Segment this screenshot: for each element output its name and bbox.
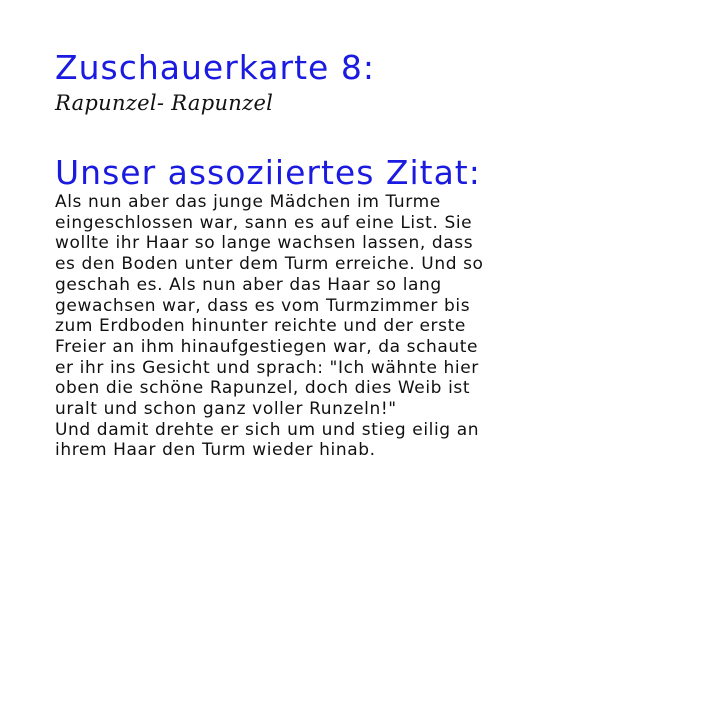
quote-line: uralt und schon ganz voller Runzeln!" xyxy=(55,399,397,420)
quote-heading: Unser assoziiertes Zitat: xyxy=(55,153,481,192)
quote-line: wollte ihr Haar so lange wachsen lassen, dass xyxy=(55,233,474,254)
quote-line: ihrem Haar den Turm wieder hinab. xyxy=(55,440,376,461)
quote-line: gewachsen war, dass es vom Turmzimmer bis xyxy=(55,295,471,316)
quote-line: Und damit drehte er sich um und stieg eilig an xyxy=(55,419,480,440)
quote-line: zum Erdboden hinunter reichte und der erste xyxy=(55,316,466,337)
quote-text xyxy=(55,192,705,461)
quote-line: er ihr ins Gesicht und sprach: "Ich wähnte hier xyxy=(55,357,479,378)
quote-line: Als nun aber das junge Mädchen im Turme xyxy=(55,192,441,212)
card-title: Zuschauerkarte 8: xyxy=(55,48,375,87)
card-subtitle: Rapunzel- Rapunzel xyxy=(55,91,274,115)
quote-line: es den Boden unter dem Turm erreiche. Und so xyxy=(55,254,484,275)
quote-line: oben die schöne Rapunzel, doch dies Weib ist xyxy=(55,378,471,399)
quote-line: eingeschlossen war, sann es auf eine List. Sie xyxy=(55,212,473,233)
quote-line: geschah es. Als nun aber das Haar so lang xyxy=(55,274,442,295)
quote-line: Freier an ihm hinaufgestiegen war, da schaute xyxy=(55,336,479,357)
